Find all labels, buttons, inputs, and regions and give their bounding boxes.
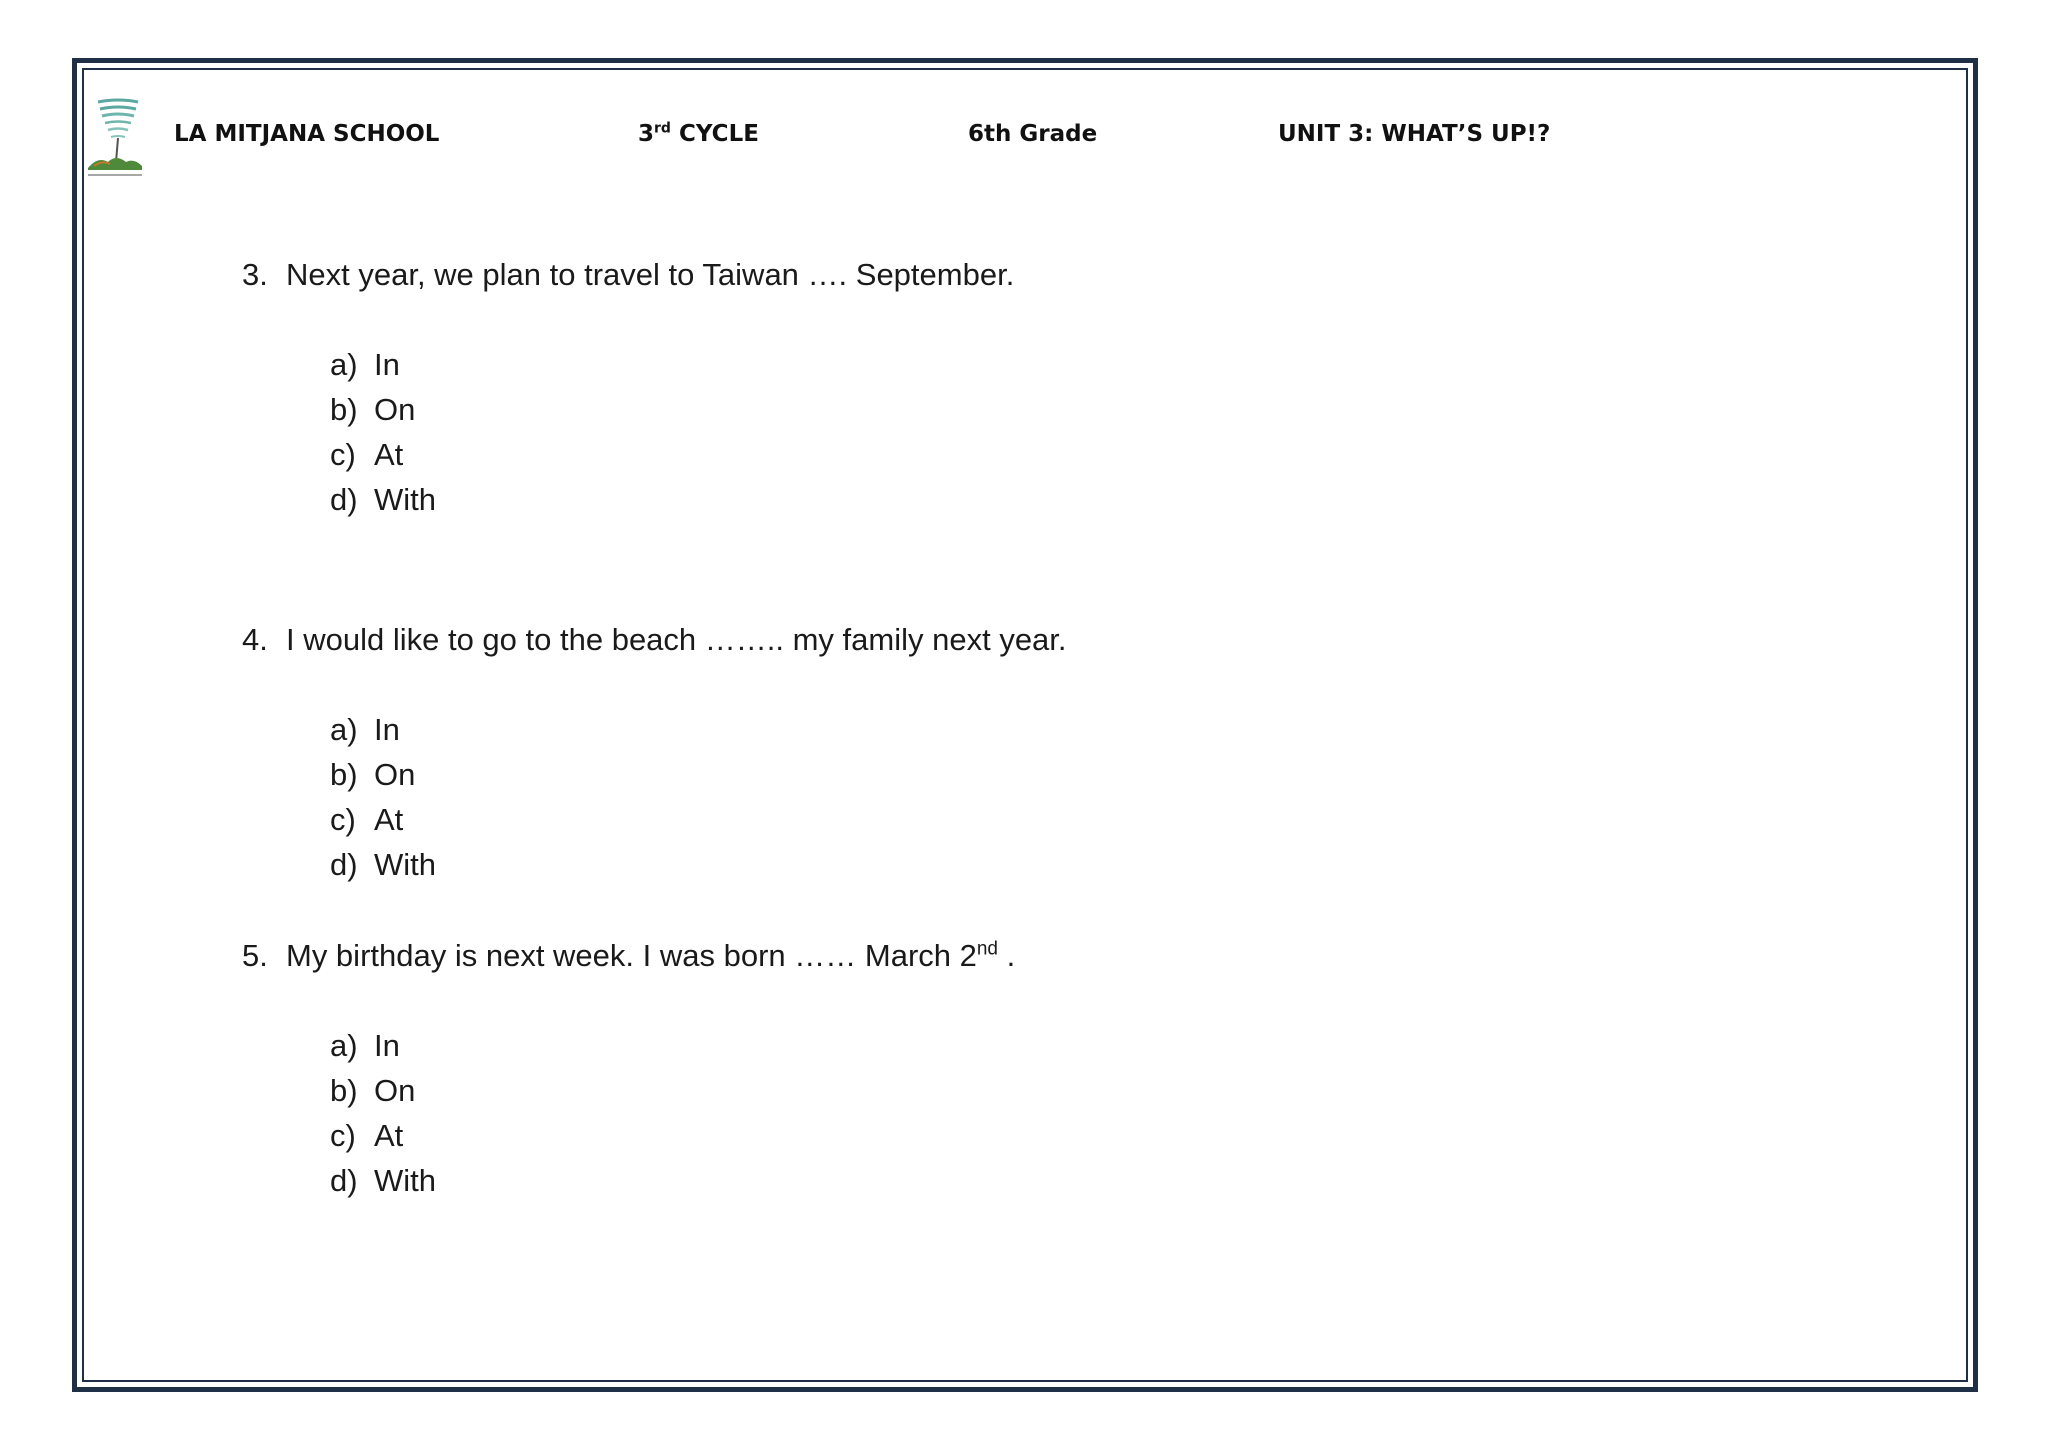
question-3 (242, 255, 1014, 295)
option-item (330, 1071, 415, 1111)
option-text: With (374, 482, 436, 517)
option-letter: b) (330, 392, 358, 427)
option-item (330, 435, 403, 475)
option-letter: c) (330, 1118, 356, 1153)
option-item (330, 1161, 436, 1201)
option-item (330, 1116, 403, 1156)
option-text: In (374, 712, 400, 747)
option-text: On (374, 392, 416, 427)
option-item (330, 390, 415, 430)
option-item (330, 1026, 400, 1066)
option-letter: b) (330, 1073, 358, 1108)
option-item (330, 480, 436, 520)
option-letter: c) (330, 802, 356, 837)
option-item (330, 345, 400, 385)
option-item (330, 845, 436, 885)
question-text-end: . (998, 938, 1016, 973)
question-5 (242, 936, 1015, 976)
option-letter: d) (330, 482, 358, 517)
option-letter: c) (330, 437, 356, 472)
school-logo (86, 96, 146, 180)
school-name: LA MITJANA SCHOOL (174, 121, 440, 147)
question-number: 3. (242, 257, 268, 292)
option-text: At (374, 1118, 404, 1153)
option-text: With (374, 847, 436, 882)
option-text: In (374, 1028, 400, 1063)
question-text: Next year, we plan to travel to Taiwan …. September. (286, 257, 1015, 292)
option-text: With (374, 1163, 436, 1198)
option-item (330, 800, 403, 840)
option-text: On (374, 757, 416, 792)
option-letter: a) (330, 1028, 358, 1063)
ordinal-suffix: nd (976, 938, 998, 960)
question-number: 4. (242, 622, 268, 657)
option-letter: a) (330, 712, 358, 747)
option-letter: a) (330, 347, 358, 382)
option-item (330, 755, 415, 795)
question-4 (242, 620, 1067, 660)
question-number: 5. (242, 938, 268, 973)
option-text: At (374, 437, 404, 472)
question-text: My birthday is next week. I was born …… March 2 (286, 938, 977, 973)
option-text: In (374, 347, 400, 382)
option-letter: d) (330, 1163, 358, 1198)
cycle-label: 3rd CYCLE (638, 120, 759, 147)
option-letter: d) (330, 847, 358, 882)
option-item (330, 710, 400, 750)
option-letter: b) (330, 757, 358, 792)
option-text: On (374, 1073, 416, 1108)
question-text: I would like to go to the beach …….. my family next year. (286, 622, 1067, 657)
grade-label: 6th Grade (968, 121, 1098, 147)
option-text: At (374, 802, 404, 837)
unit-title: UNIT 3: WHAT’S UP!? (1278, 121, 1551, 147)
